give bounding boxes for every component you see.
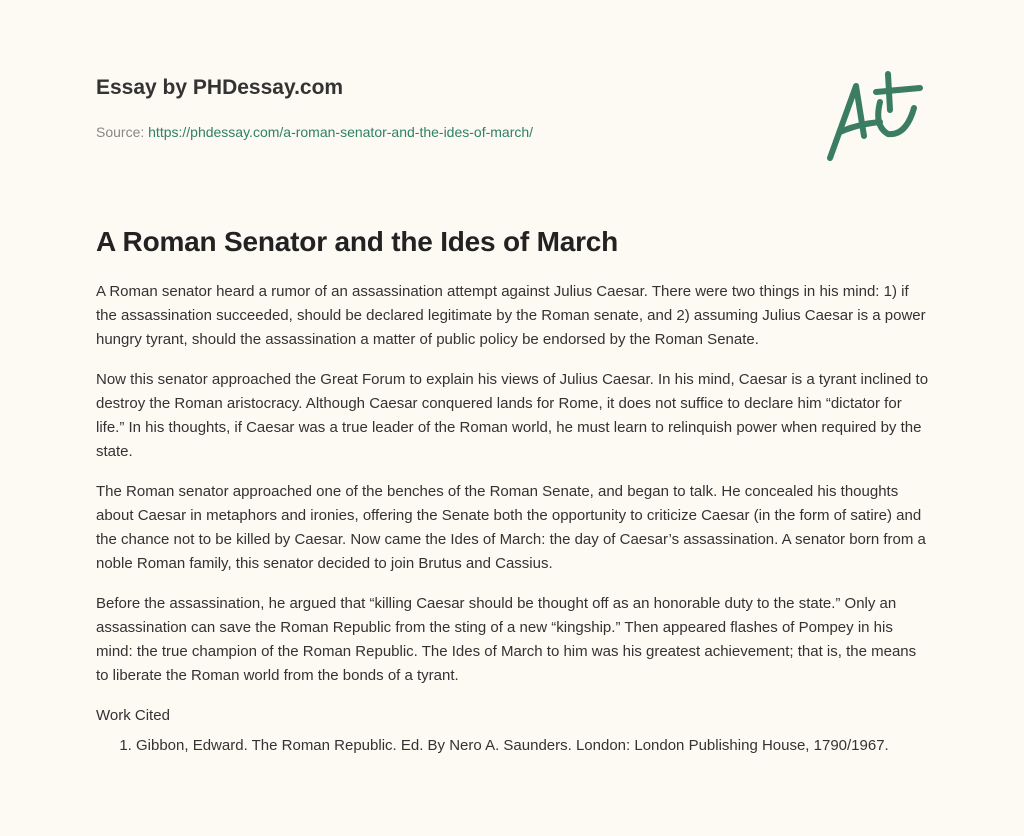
paragraph: A Roman senator heard a rumor of an assassination attempt against Julius Caesar. There were two things in his mind: 1) if the assassination succeeded, should be declared legitimate by the Roman senate, and 2) assuming Julius Caesar is a power hungry tyrant, should the assassination a matter of public policy be endorsed by the Roman Senate. — [96, 283, 926, 348]
works-cited-heading: Work Cited — [96, 707, 170, 724]
source-label: Source: — [96, 124, 145, 140]
citation-item: 1. Gibbon, Edward. The Roman Republic. Ed. By Nero A. Saunders. London: London Publishing House, 1790/1967. — [136, 734, 932, 758]
essay-body — [96, 226, 932, 758]
essay-title: A Roman Senator and the Ides of March — [96, 226, 619, 257]
source-link[interactable]: https://phdessay.com/a-roman-senator-and-the-ides-of-march/ — [148, 124, 534, 140]
works-cited-list — [96, 734, 932, 758]
source-line — [96, 124, 533, 140]
header — [96, 76, 533, 140]
paragraph: The Roman senator approached one of the benches of the Roman Senate, and began to talk. He concealed his thoughts about Caesar in metaphors and ironies, offering the Senate both the opportunity to criticize Caesar (in the form of satire) and the chance not to be killed by Caesar. Now came the Ides of March: the day of Caesar’s assassination. A senator born from a noble Roman family, this senator decided to join Brutus and Cassius. — [96, 483, 926, 572]
paragraph: Before the assassination, he argued that “killing Caesar should be thought off as an honorable duty to the state.” Only an assassination can save the Roman Republic from the sting of a new “kingship.” Then appeared flashes of Pompey in his mind: the true champion of the Roman Republic. The Ides of March to him was his greatest achievement; that is, the means to liberate the Roman world from the bonds of a tyrant. — [96, 595, 917, 684]
brand-title: Essay by PHDessay.com — [96, 76, 344, 99]
paragraph: Now this senator approached the Great Forum to explain his views of Julius Caesar. In his mind, Caesar is a tyrant inclined to destroy the Roman aristocracy. Although Caesar conquered lands for Rome, it does not suffice to declare him “dictator for life.” In his thoughts, if Caesar was a true leader of the Roman world, he must learn to relinquish power when required by the state. — [96, 371, 929, 460]
a-plus-logo-icon — [818, 66, 928, 166]
